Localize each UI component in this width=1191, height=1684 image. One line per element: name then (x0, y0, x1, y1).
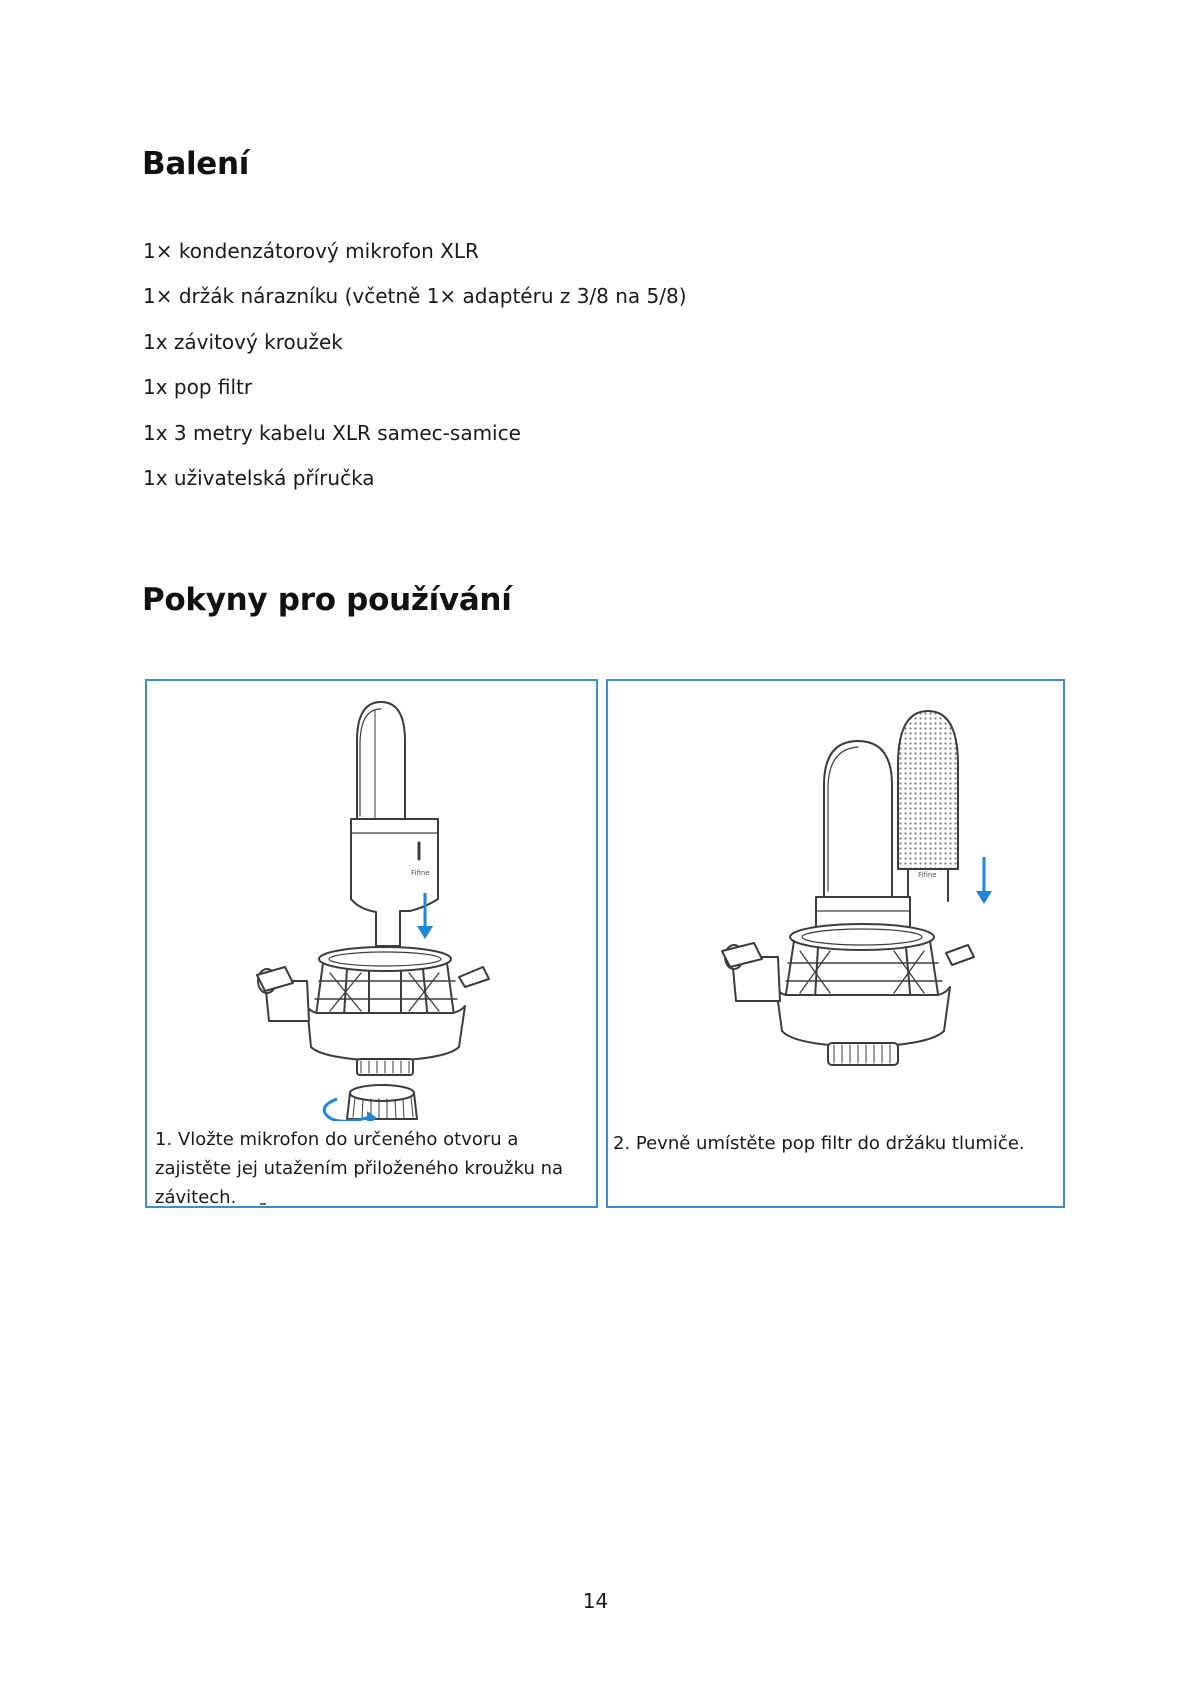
instructions-heading: Pokyny pro používání (142, 582, 512, 618)
insert-arrow (976, 857, 992, 904)
step-1-caption: 1. Vložte mikrofon do určeného otvoru a zajistěte jej utažením přiloženého kroužku na závitech. (155, 1129, 564, 1208)
packaging-heading: Balení (142, 146, 250, 182)
package-contents-list (143, 236, 687, 508)
brand-mark: Fifine (411, 869, 430, 877)
step-2-box (606, 679, 1065, 1208)
step-2-illustration (608, 681, 1063, 1121)
step-2-caption: 2. Pevně umístěte pop filtr do držáku tlumiče. (613, 1133, 1025, 1154)
mount-base (828, 1043, 898, 1065)
list-item: 1x pop filtr (143, 375, 253, 400)
step-1-box (145, 679, 598, 1208)
list-item: 1x 3 metry kabelu XLR samec-samice (143, 420, 521, 445)
microphone-capsule (824, 741, 892, 897)
list-item: 1x závitový kroužek (143, 329, 343, 354)
microphone-body (816, 897, 910, 927)
brand-mark: Fifine (918, 871, 937, 879)
list-item: 1× kondenzátorový mikrofon XLR (143, 239, 479, 263)
list-item: 1× držák nárazníku (včetně 1× adaptéru z 3/8 na 5/8) (143, 284, 687, 309)
pop-filter (898, 711, 958, 869)
list-item: 1x uživatelská příručka (143, 465, 375, 490)
stray-mark (260, 1203, 266, 1205)
shock-mount-basket (307, 1006, 465, 1061)
page-number: 14 (582, 1589, 609, 1613)
shock-mount-basket (776, 987, 950, 1047)
step-1-illustration (147, 681, 596, 1121)
